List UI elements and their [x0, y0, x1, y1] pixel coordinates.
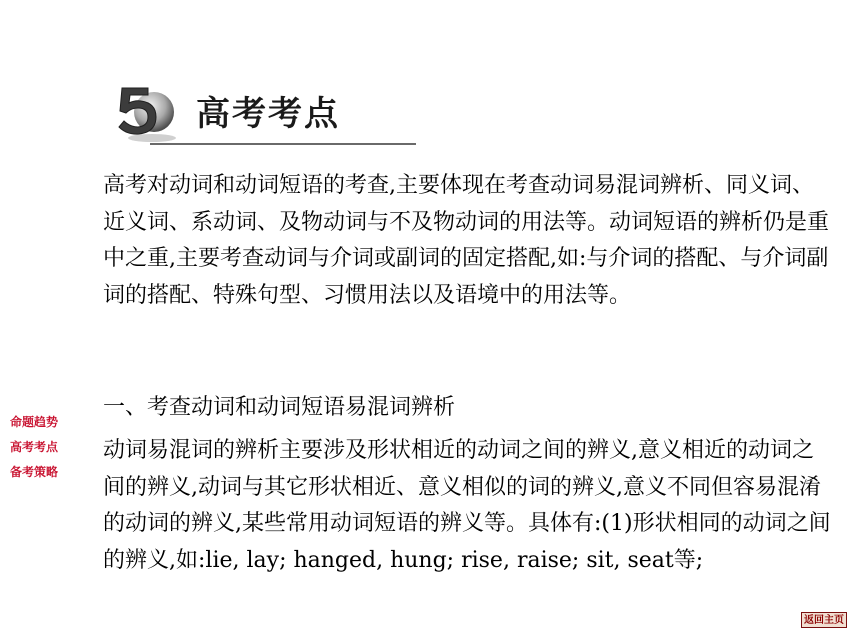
side-nav-item-strategy[interactable]: 备考策略 [10, 465, 59, 479]
side-nav-item-trends[interactable]: 命题趋势 [10, 415, 59, 429]
section-number-5-icon [108, 70, 188, 150]
side-nav-item-exam-points[interactable]: 高考考点 [10, 440, 59, 454]
page-title: 高考考点 [196, 94, 340, 134]
section-heading: 一、考查动词和动词短语易混词辨析 [103, 395, 456, 420]
section-body-paragraph: 动词易混词的辨析主要涉及形状相近的动词之间的辨义,意义相近的动词之间的辨义,动词与其它形状相近、意义相似的词的辨义,意义不同但容易混淆的动词的辨义,某些常用动词短语的辨义等。具体有:(1)形状相同的动词之间的辨义,如:lie, lay; hanged, hung; rise, raise; sit, seat等; [103, 438, 831, 573]
back-to-home-button[interactable]: 返回主页 [801, 612, 847, 628]
intro-paragraph: 高考对动词和动词短语的考查,主要体现在考查动词易混词辨析、同义词、近义词、系动词、及物动词与不及物动词的用法等。动词短语的辨析仍是重中之重,主要考查动词与介词或副词的固定搭配,如:与介词的搭配、与介词副词的搭配、特殊句型、习惯用法以及语境中的用法等。 [103, 173, 830, 308]
title-underline [150, 143, 416, 145]
side-nav [10, 410, 80, 485]
